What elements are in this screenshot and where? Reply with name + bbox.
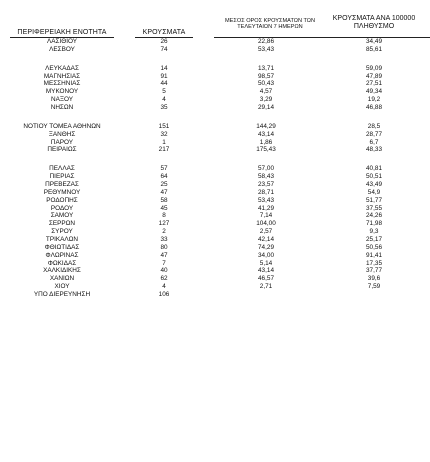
average-cell: 58,43 (258, 173, 274, 181)
table-row (0, 236, 430, 244)
table-row (0, 228, 430, 236)
region-cell: ΠΙΕΡΙΑΣ (49, 173, 75, 181)
average-cell: 53,43 (258, 196, 274, 204)
cases-cell: 57 (160, 165, 168, 173)
cases-cell: 58 (160, 196, 168, 204)
region-cell: ΣΕΡΡΩΝ (48, 220, 76, 228)
cases-cell: 5 (162, 88, 166, 96)
average-cell: 7,14 (259, 212, 273, 220)
average-cell: 2,57 (259, 228, 273, 236)
cases-cell: 32 (160, 130, 168, 138)
table-row (0, 88, 430, 96)
table-row (0, 73, 430, 81)
region-cell: ΛΑΣΙΘΙΟΥ (46, 38, 78, 45)
per-100000-cell: 25,17 (366, 236, 382, 244)
region-cell: ΝΟΤΙΟΥ ΤΟΜΕΑ ΑΘΗΝΩΝ (23, 122, 101, 130)
header-per-100000 (318, 15, 430, 31)
table-row (0, 65, 430, 73)
cases-cell: 4 (162, 283, 166, 291)
per-100000-cell: 85,61 (366, 45, 382, 53)
average-cell: 50,43 (258, 80, 274, 88)
header-cases: ΚΡΟΥΣΜΑΤΑ (142, 29, 186, 36)
region-cell: ΝΑΞΟΥ (50, 96, 74, 104)
cases-cell: 14 (160, 64, 168, 72)
per-100000-cell: 24,26 (366, 212, 382, 220)
header-per-line2: ΠΛΗΘΥΣΜΟ (353, 23, 395, 31)
per-100000-cell: 54,9 (367, 188, 381, 196)
per-100000-cell: 27,51 (366, 80, 382, 88)
cases-cell: 33 (160, 236, 168, 244)
per-100000-cell: 7,59 (367, 283, 381, 291)
table-row (0, 146, 430, 154)
cases-cell: 217 (158, 146, 170, 154)
table-row (0, 139, 430, 147)
average-cell: 2,71 (259, 283, 273, 291)
cases-cell: 151 (158, 122, 170, 130)
average-cell: 144,29 (256, 122, 276, 130)
cases-cell: 8 (162, 212, 166, 220)
average-cell: 57,00 (258, 165, 274, 173)
region-cell: ΛΕΣΒΟΥ (49, 45, 75, 53)
region-cell: ΞΑΝΘΗΣ (48, 130, 76, 138)
table-row (0, 123, 430, 131)
per-100000-cell: 37,55 (366, 204, 382, 212)
cases-cell: 45 (160, 204, 168, 212)
row-spacer (0, 154, 430, 165)
per-100000-cell: 37,77 (366, 267, 382, 275)
average-cell: 23,57 (258, 181, 274, 189)
per-100000-cell: 19,2 (367, 96, 381, 104)
region-cell: ΡΕΘΥΜΝΟΥ (43, 188, 81, 196)
region-cell: ΣΑΜΟΥ (50, 212, 74, 220)
average-cell: 29,14 (258, 104, 274, 112)
table-row (0, 267, 430, 275)
per-100000-cell: 6,7 (369, 138, 379, 146)
per-100000-cell: 43,49 (366, 181, 382, 189)
table-body (0, 38, 430, 299)
region-cell: ΦΛΩΡΙΝΑΣ (45, 251, 79, 259)
average-cell: 104,00 (256, 220, 276, 228)
cases-cell: 47 (160, 251, 168, 259)
per-100000-cell: 17,35 (366, 259, 382, 267)
table-row (0, 104, 430, 112)
table-row (0, 220, 430, 228)
per-100000-cell: 59,09 (366, 64, 382, 72)
table-row (0, 181, 430, 189)
per-100000-cell: 49,34 (366, 88, 382, 96)
per-100000-cell: 50,56 (366, 243, 382, 251)
header-avg-line2: ΤΕΛΕΥΤΑΙΩΝ 7 ΗΜΕΡΩΝ (237, 24, 303, 31)
table-row (0, 244, 430, 252)
average-cell: 43,14 (258, 130, 274, 138)
cases-cell: 35 (160, 104, 168, 112)
cases-cell: 1 (162, 138, 166, 146)
cases-cell: 64 (160, 173, 168, 181)
per-100000-cell: 51,77 (366, 196, 382, 204)
region-cell: ΠΡΕΒΕΖΑΣ (45, 181, 79, 189)
table-row (0, 173, 430, 181)
average-cell: 175,43 (256, 146, 276, 154)
per-100000-cell: 91,41 (366, 251, 382, 259)
per-100000-cell: 28,5 (367, 122, 381, 130)
per-100000-cell: 40,81 (366, 165, 382, 173)
region-cell: ΧΑΛΚΙΔΙΚΗΣ (43, 267, 81, 275)
average-cell: 74,29 (258, 243, 274, 251)
table-row (0, 96, 430, 104)
table-row (0, 212, 430, 220)
per-100000-cell: 47,89 (366, 72, 382, 80)
region-cell: ΣΥΡΟΥ (51, 228, 73, 236)
cases-cell: 44 (160, 80, 168, 88)
average-cell: 28,71 (258, 188, 274, 196)
region-cell: ΜΕΣΣΗΝΙΑΣ (43, 80, 81, 88)
per-100000-cell: 28,77 (366, 130, 382, 138)
region-cell: ΥΠΟ ΔΙΕΡΕΥΝΗΣΗ (33, 291, 91, 299)
cases-cell: 74 (160, 45, 168, 53)
table-row (0, 283, 430, 291)
cases-cell: 80 (160, 243, 168, 251)
per-100000-cell: 39,6 (367, 275, 381, 283)
table-row (0, 197, 430, 205)
region-cell: ΜΑΓΝΗΣΙΑΣ (43, 72, 81, 80)
per-100000-cell: 50,51 (366, 173, 382, 181)
row-spacer (0, 112, 430, 123)
region-cell: ΠΕΙΡΑΙΩΣ (47, 146, 77, 154)
table-row (0, 205, 430, 213)
average-cell: 43,14 (258, 267, 274, 275)
average-cell: 53,43 (258, 45, 274, 53)
average-cell: 34,00 (258, 251, 274, 259)
average-cell: 4,57 (259, 88, 273, 96)
cases-cell: 47 (160, 188, 168, 196)
region-cell: ΡΟΔΟΥ (50, 204, 74, 212)
region-cell: ΤΡΙΚΑΛΩΝ (45, 236, 79, 244)
table-row (0, 46, 430, 54)
cases-cell: 62 (160, 275, 168, 283)
region-cell: ΡΟΔΟΠΗΣ (46, 196, 78, 204)
per-100000-cell: 34,49 (366, 38, 382, 45)
cases-cell: 40 (160, 267, 168, 275)
table-row (0, 189, 430, 197)
cases-cell: 91 (160, 72, 168, 80)
region-cell: ΜΥΚΟΝΟΥ (45, 88, 79, 96)
average-cell: 42,14 (258, 236, 274, 244)
average-cell: 1,86 (259, 138, 273, 146)
row-spacer (0, 54, 430, 65)
region-cell: ΦΘΙΩΤΙΔΑΣ (44, 243, 80, 251)
header-per-line1: ΚΡΟΥΣΜΑΤΑ ΑΝΑ 100000 (332, 15, 416, 22)
cases-cell: 127 (158, 220, 170, 228)
cases-cell: 7 (162, 259, 166, 267)
region-cell: ΦΩΚΙΔΑΣ (47, 259, 77, 267)
per-100000-cell: 48,33 (366, 146, 382, 154)
region-cell: ΧΑΝΙΩΝ (49, 275, 75, 283)
region-cell: ΧΙΟΥ (54, 283, 70, 291)
header-avg-line1: ΜΕΣΟΣ ΟΡΟΣ ΚΡΟΥΣΜΑΤΩΝ ΤΩΝ (225, 18, 315, 24)
average-cell: 46,57 (258, 275, 274, 283)
average-cell: 22,86 (258, 38, 274, 45)
region-cell: ΠΕΛΛΑΣ (49, 165, 75, 173)
region-cell: ΠΑΡΟΥ (50, 138, 74, 146)
average-cell: 3,29 (259, 96, 273, 104)
cases-cell: 25 (160, 181, 168, 189)
table-row (0, 260, 430, 268)
table-row (0, 80, 430, 88)
average-cell: 5,14 (259, 259, 273, 267)
region-cell: ΝΗΣΩΝ (50, 104, 74, 112)
cases-cell: 26 (160, 38, 168, 45)
cases-cell: 106 (158, 291, 170, 299)
cases-cell: 4 (162, 96, 166, 104)
region-cell: ΛΕΥΚΑΔΑΣ (45, 64, 79, 72)
average-cell: 13,71 (258, 64, 274, 72)
per-100000-cell: 9,3 (369, 228, 379, 236)
table-row (0, 38, 430, 46)
table-row (0, 275, 430, 283)
table-row (0, 291, 430, 299)
cases-cell: 2 (162, 228, 166, 236)
table-row (0, 252, 430, 260)
per-100000-cell: 71,98 (366, 220, 382, 228)
table-row (0, 131, 430, 139)
table-row (0, 165, 430, 173)
header-region: ΠΕΡΙΦΕΡΕΙΑΚΗ ΕΝΟΤΗΤΑ (17, 29, 107, 36)
average-cell: 98,57 (258, 72, 274, 80)
average-cell: 41,29 (258, 204, 274, 212)
per-100000-cell: 46,88 (366, 104, 382, 112)
